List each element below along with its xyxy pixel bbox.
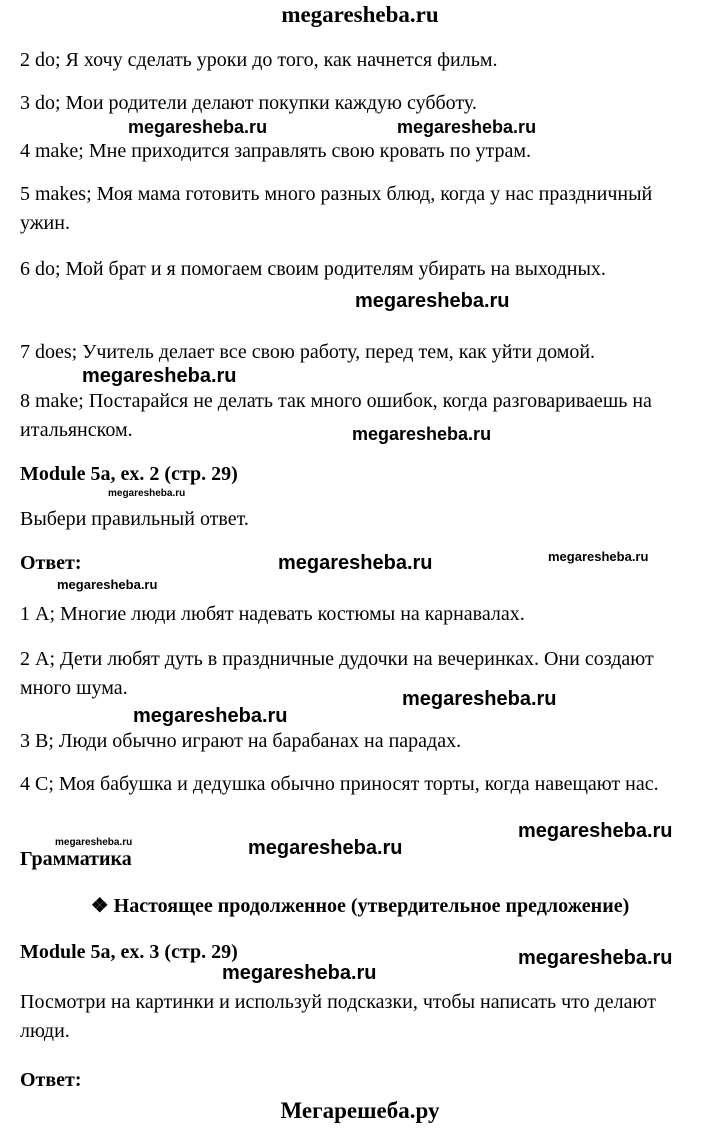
answer-line: 3 В; Люди обычно играют на барабанах на парадах. [20, 730, 462, 752]
exercise-heading: Module 5a, ex. 3 (стр. 29) [20, 941, 238, 963]
watermark: megaresheba.ru [278, 552, 433, 574]
watermark: megaresheba.ru [55, 837, 133, 848]
watermark: megaresheba.ru [57, 577, 158, 592]
answer-label: Ответ: [20, 1069, 82, 1091]
answer-line: 1 А; Многие люди любят надевать костюмы на карнавалах. [20, 603, 525, 625]
watermark: megaresheba.ru [82, 365, 237, 387]
answer-line: 8 make; Постарайся не делать так много ошибок, когда разговариваешь на итальянском. [20, 390, 652, 441]
watermark: megaresheba.ru [128, 117, 268, 137]
answer-line: 7 does; Учитель делает все свою работу, перед тем, как уйти домой. [20, 341, 596, 363]
answer-line: 3 do; Мои родители делают покупки каждую субботу. [20, 92, 477, 114]
exercise-heading: Module 5a, ex. 2 (стр. 29) [20, 463, 238, 485]
watermark: megaresheba.ru [518, 947, 673, 969]
watermark: megaresheba.ru [352, 424, 492, 444]
watermark: megaresheba.ru [355, 290, 510, 312]
section-heading-grammar: Грамматика [20, 848, 132, 870]
watermark: megaresheba.ru [108, 488, 186, 499]
grammar-subheading: ❖ Настоящее продолженное (утвердительное предложение) [90, 895, 630, 917]
answer-line: 6 do; Мой брат и я помогаем своим родителям убирать на выходных. [20, 258, 606, 280]
answer-line: 4 make; Мне приходится заправлять свою кровать по утрам. [20, 140, 532, 162]
task-text: Посмотри на картинки и используй подсказки, чтобы написать что делают люди. [20, 991, 656, 1042]
watermark: megaresheba.ru [248, 837, 403, 859]
watermark: megaresheba.ru [548, 549, 649, 564]
answer-label: Ответ: [20, 552, 82, 574]
answer-line: 5 makes; Моя мама готовить много разных блюд, когда у нас праздничный ужин. [20, 183, 653, 234]
watermark: megaresheba.ru [402, 688, 557, 710]
site-title-header: megaresheba.ru [281, 2, 439, 27]
answer-line: 2 А; Дети любят дуть в праздничные дудочки на вечеринках. Они создают много шума. [20, 648, 654, 699]
watermark: megaresheba.ru [222, 962, 377, 984]
watermark: megaresheba.ru [133, 705, 288, 727]
answer-line: 4 С; Моя бабушка и дедушка обычно приносят торты, когда навещают нас. [20, 773, 659, 795]
task-text: Выбери правильный ответ. [20, 508, 249, 530]
watermark: megaresheba.ru [397, 117, 537, 137]
answer-line: 2 do; Я хочу сделать уроки до того, как начнется фильм. [20, 49, 498, 71]
site-title-footer: Мегарешеба.ру [280, 1098, 440, 1123]
watermark: megaresheba.ru [518, 820, 673, 842]
